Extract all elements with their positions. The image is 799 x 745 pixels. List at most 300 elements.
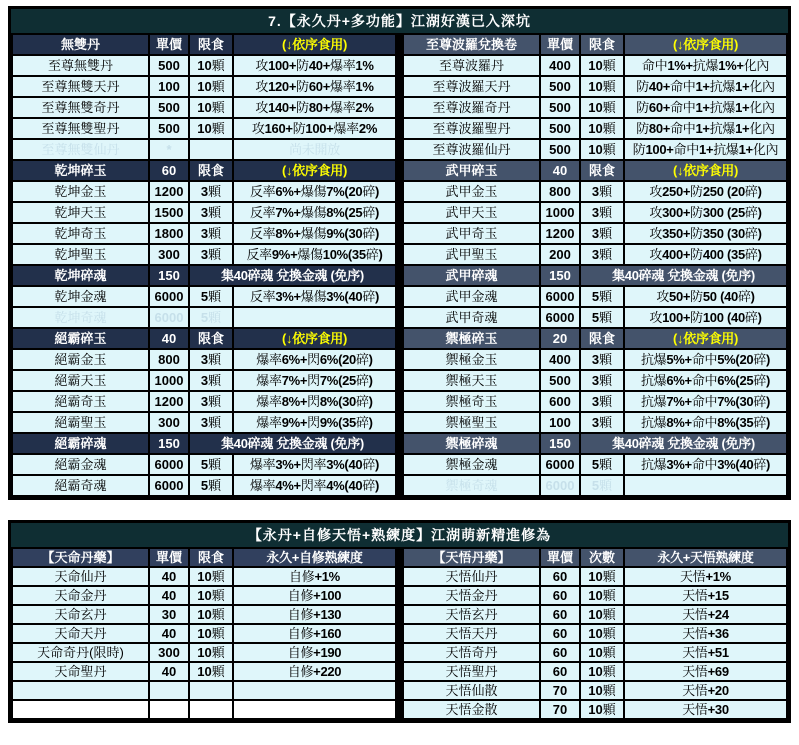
cell-effect (233, 681, 396, 700)
cell-limit: 3顆 (189, 391, 233, 412)
cell-item-name: 天悟玄丹 (403, 605, 540, 624)
cell-item-name: 至尊無雙仙丹 (12, 139, 149, 160)
cell-effect: 自修+160 (233, 624, 396, 643)
cell-limit: 5顆 (189, 307, 233, 328)
table-row (403, 139, 787, 160)
cell-effect: 天悟+24 (624, 605, 787, 624)
cell-limit: 10顆 (189, 605, 233, 624)
cell-price: 500 (540, 139, 580, 160)
cell-effect (233, 700, 396, 719)
cell-price: 60 (540, 643, 580, 662)
cell-item-name: 禦極碎玉 (403, 328, 540, 349)
cell-item-name: 絕霸金玉 (12, 349, 149, 370)
cell-item-name: 乾坤碎玉 (12, 160, 149, 181)
cell-limit: 限食 (580, 328, 624, 349)
cell-item-name: 至尊無雙聖丹 (12, 118, 149, 139)
training-pills-body (11, 547, 788, 720)
cell-price: 1200 (540, 223, 580, 244)
table-row (12, 548, 396, 567)
cell-item-name: 武甲碎玉 (403, 160, 540, 181)
table-row (12, 370, 396, 391)
cell-limit: 10顆 (189, 118, 233, 139)
cell-item-name: 至尊波羅丹 (403, 55, 540, 76)
table-row (12, 349, 396, 370)
cell-item-name: 絕霸奇玉 (12, 391, 149, 412)
cell-item-name: 禦極碎魂 (403, 433, 540, 454)
cell-limit: 5顆 (580, 454, 624, 475)
cell-price: 30 (149, 605, 189, 624)
cell-item-name: 武甲金玉 (403, 181, 540, 202)
cell-effect: 爆率9%+閃9%(35碎) (233, 412, 396, 433)
cell-price: 300 (149, 412, 189, 433)
cell-limit: 10顆 (189, 76, 233, 97)
table-row (12, 475, 396, 496)
cell-limit: 10顆 (580, 605, 624, 624)
cell-limit: 5顆 (189, 454, 233, 475)
cell-price: 500 (149, 55, 189, 76)
cell-limit: 3顆 (189, 181, 233, 202)
cell-effect: 攻300+防300 (25碎) (624, 202, 787, 223)
training-pills-title: 【永丹+自修天悟+熟練度】江湖萌新精進修為 (11, 523, 788, 547)
cell-price: 500 (540, 76, 580, 97)
cell-limit: 5顆 (580, 307, 624, 328)
cell-item-name: 至尊波羅聖丹 (403, 118, 540, 139)
cell-price: 60 (540, 586, 580, 605)
cell-price: 40 (149, 624, 189, 643)
table-row (12, 244, 396, 265)
table-row (403, 662, 787, 681)
table-row (12, 328, 396, 349)
cell-price: 單價 (149, 34, 189, 55)
cell-item-name: 至尊波羅仙丹 (403, 139, 540, 160)
cell-limit: 3顆 (189, 223, 233, 244)
cell-effect: (↓依序食用) (233, 34, 396, 55)
cell-price: 20 (540, 328, 580, 349)
table-row (12, 567, 396, 586)
cell-item-name: 乾坤天玉 (12, 202, 149, 223)
cell-item-name: 天命聖丹 (12, 662, 149, 681)
cell-price: 6000 (540, 454, 580, 475)
cell-item-name: 武甲金魂 (403, 286, 540, 307)
cell-effect: 尚未開放 (233, 139, 396, 160)
training-pills-table (8, 520, 791, 723)
cell-effect: 防100+命中1+抗爆1+化內 (624, 139, 787, 160)
permanent-pills-table (8, 6, 791, 500)
table-row (12, 160, 396, 181)
table-row (403, 265, 787, 286)
cell-limit: 3顆 (580, 370, 624, 391)
cell-price: 300 (149, 643, 189, 662)
permanent-pills-left-table (11, 33, 397, 497)
cell-effect: 抗爆8%+命中8%(35碎) (624, 412, 787, 433)
table-row (12, 34, 396, 55)
cell-limit: 10顆 (189, 97, 233, 118)
table-row (403, 700, 787, 719)
cell-limit: 10顆 (580, 567, 624, 586)
cell-item-name: 絕霸天玉 (12, 370, 149, 391)
cell-item-name: 【天悟丹藥】 (403, 548, 540, 567)
cell-effect: 爆率4%+閃率4%(40碎) (233, 475, 396, 496)
cell-item-name: 絕霸碎魂 (12, 433, 149, 454)
cell-effect: 爆率3%+閃率3%(40碎) (233, 454, 396, 475)
table-row (12, 605, 396, 624)
table-row (12, 586, 396, 605)
cell-limit: 10顆 (580, 643, 624, 662)
cell-effect: 攻120+防60+爆率1% (233, 76, 396, 97)
cell-price: 400 (540, 55, 580, 76)
cell-price (149, 681, 189, 700)
cell-effect: 攻50+防50 (40碎) (624, 286, 787, 307)
cell-item-name: 禦極聖玉 (403, 412, 540, 433)
cell-price: 1000 (149, 370, 189, 391)
cell-limit: 10顆 (189, 55, 233, 76)
table-row (403, 586, 787, 605)
table-row (12, 181, 396, 202)
cell-price: 500 (540, 118, 580, 139)
table-row (12, 139, 396, 160)
cell-limit: 次數 (580, 548, 624, 567)
cell-price: 60 (540, 567, 580, 586)
cell-item-name: 武甲奇玉 (403, 223, 540, 244)
cell-limit: 10顆 (189, 567, 233, 586)
table-row (403, 605, 787, 624)
cell-price: 100 (540, 412, 580, 433)
cell-effect: 攻160+防100+爆率2% (233, 118, 396, 139)
table-row (12, 202, 396, 223)
cell-effect: 反率9%+爆傷10%(35碎) (233, 244, 396, 265)
cell-effect: 攻250+防250 (20碎) (624, 181, 787, 202)
cell-item-name: 至尊無雙天丹 (12, 76, 149, 97)
cell-effect: 自修+220 (233, 662, 396, 681)
table-row (403, 55, 787, 76)
permanent-pills-title: 7.【永久丹+多功能】江湖好漢已入深坑 (11, 9, 788, 33)
cell-effect: 自修+130 (233, 605, 396, 624)
cell-limit: 10顆 (580, 55, 624, 76)
table-row (12, 412, 396, 433)
cell-item-name: 乾坤奇魂 (12, 307, 149, 328)
cell-price: 100 (149, 76, 189, 97)
cell-effect: (↓依序食用) (233, 328, 396, 349)
cell-price: 70 (540, 681, 580, 700)
cell-price: 800 (149, 349, 189, 370)
cell-limit: 10顆 (580, 662, 624, 681)
table-row (403, 160, 787, 181)
table-row (403, 548, 787, 567)
cell-item-name: 天命金丹 (12, 586, 149, 605)
cell-price: 1200 (149, 181, 189, 202)
cell-limit: 10顆 (580, 97, 624, 118)
cell-effect: 天悟+1% (624, 567, 787, 586)
cell-effect: 命中1%+抗爆1%+化內 (624, 55, 787, 76)
cell-item-name: 武甲碎魂 (403, 265, 540, 286)
cell-effect: 天悟+30 (624, 700, 787, 719)
cell-effect: (↓依序食用) (624, 328, 787, 349)
cell-price: 6000 (540, 307, 580, 328)
cell-limit: 10顆 (189, 662, 233, 681)
cell-price (149, 700, 189, 719)
cell-merged-note: 集40碎魂 兌換金魂 (免序) (189, 265, 396, 286)
cell-price: 1500 (149, 202, 189, 223)
cell-effect: 抗爆6%+命中6%(25碎) (624, 370, 787, 391)
cell-effect: 攻400+防400 (35碎) (624, 244, 787, 265)
table-row (12, 681, 396, 700)
table-row (12, 97, 396, 118)
cell-item-name: 至尊無雙奇丹 (12, 97, 149, 118)
table-row (12, 391, 396, 412)
cell-price: 40 (149, 662, 189, 681)
cell-item-name: 天命玄丹 (12, 605, 149, 624)
table-gap (8, 500, 791, 520)
table-row (12, 55, 396, 76)
cell-limit: 限食 (189, 160, 233, 181)
cell-effect: 天悟+69 (624, 662, 787, 681)
cell-price: 150 (149, 433, 189, 454)
cell-effect: 攻140+防80+爆率2% (233, 97, 396, 118)
cell-item-name: 絕霸奇魂 (12, 475, 149, 496)
table-row (403, 643, 787, 662)
table-row (12, 223, 396, 244)
cell-effect: 抗爆5%+命中5%(20碎) (624, 349, 787, 370)
cell-price: 1000 (540, 202, 580, 223)
cell-effect (233, 307, 396, 328)
cell-item-name: 武甲聖玉 (403, 244, 540, 265)
table-row (403, 307, 787, 328)
cell-limit (189, 681, 233, 700)
cell-price: 60 (540, 662, 580, 681)
cell-price: 600 (540, 391, 580, 412)
table-row (403, 97, 787, 118)
cell-effect: 攻100+防100 (40碎) (624, 307, 787, 328)
cell-limit: 限食 (580, 160, 624, 181)
table-row (403, 454, 787, 475)
cell-limit: 限食 (580, 34, 624, 55)
cell-effect: 爆率8%+閃8%(30碎) (233, 391, 396, 412)
cell-effect (624, 475, 787, 496)
cell-limit: 5顆 (580, 475, 624, 496)
cell-effect: (↓依序食用) (233, 160, 396, 181)
cell-item-name: 絕霸金魂 (12, 454, 149, 475)
cell-effect: 防60+命中1+抗爆1+化內 (624, 97, 787, 118)
cell-item-name: 【天命丹藥】 (12, 548, 149, 567)
cell-limit: 3顆 (189, 202, 233, 223)
cell-item-name: 天悟聖丹 (403, 662, 540, 681)
cell-limit: 3顆 (189, 244, 233, 265)
table-row (403, 328, 787, 349)
cell-item-name: 天悟仙丹 (403, 567, 540, 586)
cell-limit: 3顆 (189, 349, 233, 370)
cell-effect: 自修+1% (233, 567, 396, 586)
cell-price: 400 (540, 349, 580, 370)
cell-limit: 10顆 (580, 586, 624, 605)
table-row (12, 76, 396, 97)
cell-item-name: 禦極金玉 (403, 349, 540, 370)
cell-effect: (↓依序食用) (624, 160, 787, 181)
table-row (12, 700, 396, 719)
cell-limit: 10顆 (189, 624, 233, 643)
table-row (403, 286, 787, 307)
cell-price: 1200 (149, 391, 189, 412)
cell-price: 60 (149, 160, 189, 181)
cell-item-name: 至尊波羅奇丹 (403, 97, 540, 118)
cell-item-name: 乾坤聖玉 (12, 244, 149, 265)
table-row (403, 567, 787, 586)
cell-merged-note: 集40碎魂 兌換金魂 (免序) (580, 433, 787, 454)
cell-item-name: 乾坤金玉 (12, 181, 149, 202)
cell-effect: 爆率7%+閃7%(25碎) (233, 370, 396, 391)
cell-price: 6000 (540, 475, 580, 496)
cell-item-name: 天悟天丹 (403, 624, 540, 643)
cell-effect: 攻350+防350 (30碎) (624, 223, 787, 244)
cell-effect: 天悟+51 (624, 643, 787, 662)
cell-limit: 10顆 (580, 118, 624, 139)
cell-item-name: 天命天丹 (12, 624, 149, 643)
table-row (12, 454, 396, 475)
cell-price: 6000 (540, 286, 580, 307)
table-row (403, 475, 787, 496)
cell-price: 單價 (149, 548, 189, 567)
cell-effect: 攻100+防40+爆率1% (233, 55, 396, 76)
cell-item-name: 絕霸碎玉 (12, 328, 149, 349)
table-row (403, 412, 787, 433)
cell-effect: 防40+命中1+抗爆1+化內 (624, 76, 787, 97)
cell-price: 單價 (540, 548, 580, 567)
cell-price: 70 (540, 700, 580, 719)
cell-limit: 5顆 (580, 286, 624, 307)
cell-effect: 永久+天悟熟練度 (624, 548, 787, 567)
cell-limit: 3顆 (580, 412, 624, 433)
cell-price: * (149, 139, 189, 160)
cell-price: 150 (540, 265, 580, 286)
table-row (12, 643, 396, 662)
cell-merged-note: 集40碎魂 兌換金魂 (免序) (580, 265, 787, 286)
table-row (12, 265, 396, 286)
cell-item-name: 武甲天玉 (403, 202, 540, 223)
cell-limit: 10顆 (580, 624, 624, 643)
cell-item-name: 天悟仙散 (403, 681, 540, 700)
cell-item-name: 天命仙丹 (12, 567, 149, 586)
cell-effect: 抗爆3%+命中3%(40碎) (624, 454, 787, 475)
cell-effect: 自修+190 (233, 643, 396, 662)
cell-effect: 反率7%+爆傷8%(25碎) (233, 202, 396, 223)
cell-price: 150 (540, 433, 580, 454)
cell-item-name: 天悟奇丹 (403, 643, 540, 662)
table-row (403, 118, 787, 139)
cell-effect: 爆率6%+閃6%(20碎) (233, 349, 396, 370)
cell-limit (189, 700, 233, 719)
cell-limit: 3顆 (580, 349, 624, 370)
cell-limit: 5顆 (189, 475, 233, 496)
cell-price: 40 (149, 567, 189, 586)
cell-item-name: 武甲奇魂 (403, 307, 540, 328)
cell-item-name: 至尊無雙丹 (12, 55, 149, 76)
cell-price: 40 (149, 328, 189, 349)
cell-price: 單價 (540, 34, 580, 55)
cell-limit: 3顆 (580, 223, 624, 244)
cell-limit: 3顆 (580, 181, 624, 202)
cell-price: 6000 (149, 307, 189, 328)
cell-item-name: 至尊波羅兌換卷 (403, 34, 540, 55)
cell-item-name: 乾坤奇玉 (12, 223, 149, 244)
cell-limit: 3顆 (580, 244, 624, 265)
cell-price: 500 (149, 97, 189, 118)
cell-limit: 10顆 (580, 681, 624, 700)
table-row (403, 202, 787, 223)
cell-item-name (12, 681, 149, 700)
cell-limit: 10顆 (189, 586, 233, 605)
table-row (403, 681, 787, 700)
cell-limit: 3顆 (189, 412, 233, 433)
cell-effect: (↓依序食用) (624, 34, 787, 55)
cell-price: 6000 (149, 475, 189, 496)
training-pills-right-table (402, 547, 788, 720)
table-row (403, 181, 787, 202)
cell-limit: 限食 (189, 34, 233, 55)
cell-effect: 自修+100 (233, 586, 396, 605)
cell-limit: 10顆 (189, 643, 233, 662)
cell-limit: 5顆 (189, 286, 233, 307)
cell-price: 6000 (149, 454, 189, 475)
cell-item-name: 乾坤碎魂 (12, 265, 149, 286)
cell-effect: 反率3%+爆傷3%(40碎) (233, 286, 396, 307)
cell-price: 200 (540, 244, 580, 265)
cell-effect: 抗爆7%+命中7%(30碎) (624, 391, 787, 412)
table-row (12, 624, 396, 643)
cell-price: 40 (540, 160, 580, 181)
cell-price: 1800 (149, 223, 189, 244)
table-row (403, 433, 787, 454)
cell-price: 800 (540, 181, 580, 202)
table-row (403, 223, 787, 244)
cell-price: 500 (540, 370, 580, 391)
cell-price: 60 (540, 624, 580, 643)
table-row (403, 244, 787, 265)
cell-item-name: 禦極奇玉 (403, 391, 540, 412)
table-row (403, 34, 787, 55)
table-row (12, 433, 396, 454)
cell-effect: 天悟+36 (624, 624, 787, 643)
training-pills-left-table (11, 547, 397, 720)
cell-limit: 10顆 (580, 76, 624, 97)
table-row (12, 118, 396, 139)
cell-limit: 3顆 (580, 391, 624, 412)
cell-effect: 天悟+20 (624, 681, 787, 700)
cell-effect: 反率6%+爆傷7%(20碎) (233, 181, 396, 202)
cell-item-name: 天悟金丹 (403, 586, 540, 605)
cell-item-name (12, 700, 149, 719)
table-row (403, 391, 787, 412)
cell-price: 60 (540, 605, 580, 624)
table-row (403, 624, 787, 643)
cell-effect: 反率8%+爆傷9%(30碎) (233, 223, 396, 244)
table-row (12, 662, 396, 681)
cell-limit (189, 139, 233, 160)
cell-item-name: 禦極奇魂 (403, 475, 540, 496)
permanent-pills-body (11, 33, 788, 497)
cell-limit: 限食 (189, 328, 233, 349)
table-row (12, 307, 396, 328)
cell-item-name: 至尊波羅天丹 (403, 76, 540, 97)
cell-item-name: 天命奇丹(限時) (12, 643, 149, 662)
cell-price: 500 (149, 118, 189, 139)
cell-item-name: 無雙丹 (12, 34, 149, 55)
cell-price: 500 (540, 97, 580, 118)
cell-price: 300 (149, 244, 189, 265)
cell-effect: 防80+命中1+抗爆1+化內 (624, 118, 787, 139)
cell-limit: 10顆 (580, 139, 624, 160)
cell-limit: 3顆 (580, 202, 624, 223)
cell-price: 40 (149, 586, 189, 605)
cell-price: 6000 (149, 286, 189, 307)
